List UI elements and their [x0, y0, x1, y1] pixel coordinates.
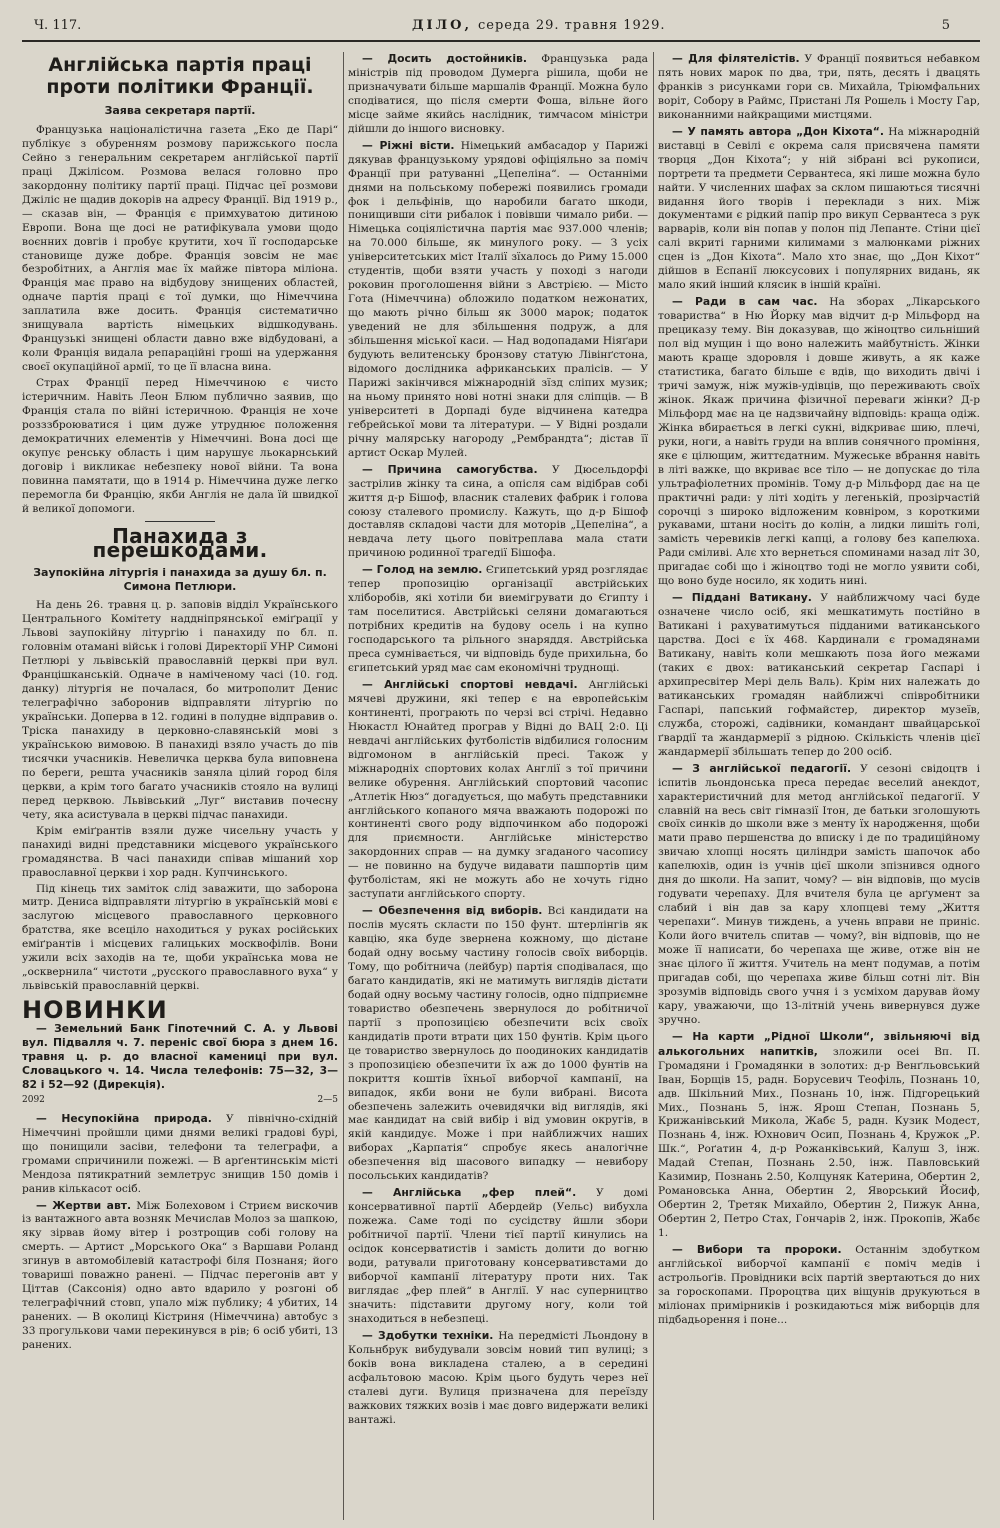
article-paragraph: Крім еміґрантів взяли дуже чисельну участь у панахиді видні представники місцевого українського громадянства. В часі панахиди співав мішаний хор православної церкви і хор радн. Купчинського.	[22, 824, 338, 879]
column-1	[22, 52, 338, 1520]
news-item-text: Єгипетський уряд розглядає тепер пропозицію організації австрійських хліборобів, які хотіли би виемігрувати до Єгипту і там поселитися. Австрійські селяни домагаються потрібних кредитів на будову осель і на купно господарського та рільного знаряддя. Австрійська преса сумнівається, чи відповідь буде прихильна, бо єгипетський уряд має сам економічні труднощі.	[348, 564, 648, 674]
news-item	[22, 1112, 338, 1197]
news-item-text: Останнім здобутком англійської виборчої кампанії є поміч медів і астрольоґів. Провідники всіх партій звертаються до них за гороскопами. Пророцтва цих віщунів друкуються в міліонах примірників і розкидаються між виборців для підбадьорення і поне...	[658, 1244, 980, 1326]
issue-date: середа 29. травня 1929.	[478, 18, 666, 33]
news-item-text: Французька рада міністрів під проводом Думерга рішила, щоби не призначувати більше маршалів Франції. Можна було сподіватися, що після смерти Фоша, вільне його місце займе якийсь наслідник, тимчасом міністри дійшли до іншого висновку.	[348, 53, 648, 135]
news-item-text: Між Болеховом і Стриєм вискочив із вантажного авта возняк Мечислав Молоз за шапкою, яку зірвав йому вітер і розтрощив собі голову на смерть. — Артист „Морського Ока“ з Варшави Роланд згинув в автомобілевій катастрофі біля Познаня; його товариші поважно ранені. — Підчас перегонів авт у Ціттав (Саксонія) одно авто вдарило у розгоні об телеграфічний стовп, упало між публику; 4 убитих, 14 ранених. — В околиці Кістриня (Німеччина) автобус з 33 прогулькови чами перекинувся в рів; 6 осіб убиті, 13 ранених.	[22, 1199, 338, 1352]
article-title: Панахида з перешкодами.	[92, 523, 268, 562]
news-item-heading: — Англійські спортові невдачі.	[362, 677, 578, 691]
news-item-heading: — Жертви авт.	[36, 1198, 132, 1212]
news-item	[348, 139, 648, 461]
column-2	[348, 52, 648, 1520]
article-paragraph: Під кінець тих заміток слід заважити, що заборона митр. Дениса відправляти літургію в українській мові є заслугою місцевого православного церковного братства, яке всеціло находиться у руках російських еміґрантів і місцевих галицьких москвофілів. Вони ужили всіх заходів на те, щоби українська мова не „осквернила“ чистоти „русского православного вуха“ у львівській православній церкві.	[22, 882, 338, 993]
news-item-text: У сезоні свідоцтв і іспитів льондонська преса передає веселий анекдот, характеристичний для метод англійської педагогії. У славній на весь світ гімназії Ітон, де батьки зголошують своїх синків до школи вже з менту їх народження, щоби мати право першенства до вписку і де по традиційному звичаю хлопці носять циліндри замість шапочок або капелюхів, один із учнів цієї школи зпізнився одного дня до школи. На запит, чому? — він відповів, що мусів годувати черепаху. Для вчителя була це арґумент за слабий і він дав за кару хлопцеві тему „Життя черепахи“. Минув тиждень, а учень вправи не приніс. Коли його вчитель спитав — чому?, він відповів, що не може її написати, бо черепаха ще живе, отже він не знає цілого її життя. Учитель на мент подумав, а потім пригадав собі, що черепаха живе більш сотні літ. Він зрозумів відповідь свого учня і з усміхом дарував йому кару, уважаючи, що 13-літній учень вивернувся дуже зручно.	[658, 762, 980, 1026]
news-item-heading: — Ради в сам час.	[672, 295, 818, 309]
news-item	[658, 762, 980, 1028]
news-item-text: У найближчому часі буде означене число осіб, які мешкатимуть постійно в Ватикані і рахуватимуться підданими ватиканського царства. Досі є їх 468. Кардинали є громадянами Ватикану, навіть коли мешкають поза його межами (таких є двох: ватиканський секретар Гаспарі і архипресвітер Мері дель Валь). Крім них належать до ватиканських громадян найближчі співробітники Гаспарі, папський гофмайстер, директор музеїв, служба, сторожі, садівники, командант швайцарської ґвардії та жандармерії з рідною. Скількість членів цієї жандармерії збільшать тепер до 200 осіб.	[658, 592, 980, 758]
news-item-text: У північно-східній Німеччині пройшли цими днями великі градові бурі, що понищили засіви, телефони та телеграфи, а громами спричинили пожежі. — В арґентинськім місті Мендоза пятикратний землетрус знищив 150 домів і ранив кількасот осіб.	[22, 1112, 338, 1195]
section-heading: НОВИНКИ	[22, 996, 168, 1025]
page-number: 5	[941, 18, 950, 33]
news-item-heading: — Досить достойників.	[362, 52, 527, 65]
news-item	[658, 591, 980, 759]
news-item	[348, 463, 648, 562]
news-item-heading: — Несупокійна природа.	[36, 1111, 212, 1125]
column-divider	[343, 52, 344, 1520]
news-item-text: На міжнародній виставці в Севілі є окрема саля присвячена памяти творця „Дон Кіхота“; у ній зібрані всі рукописи, портрети та предмети Сервантеса, які лише можна було найти. У численних шафах за склом пишаються тисячні видання його творів і переклади з них. Між документами є рідкий папір про викуп Сервантеса з рук варварів, коли він попав у полон під Лепанте. Стіни цієї салі вкриті гарними килимами з малюнками ріжних сцен із „Дон Кіхота“. Мало хто знає, що „Дон Кіхот“ дійшов в Еспанії люксусових і популярних видань, як мало який інший клясик в іншій країні.	[658, 125, 980, 292]
ad-codes	[22, 1094, 338, 1108]
page-header	[22, 14, 980, 42]
news-item-text: Англійські мячеві дружини, які тепер є на европейськім континенті, програють по черзі всі стрічі. Недавно Нюкастл Юнайтед програв у Відні до ВАЦ 2:0. Ці невдачі англійських футболістів відбилися голосним відгомоном в англійській пресі. Також у міжнародніх спортових колах Англії з тої причини велике обурення. Англійський спортовий часопис „Атлетік Нюз“ догадується, що мабуть представники англійського копаного мяча вважають подорожі по континенті свого роду відпочинком або подорожі для приємности. Англійське міністерство закордонних справ — на думку згаданого часопису — не повинно на будуче видавати пашпортів цим футболістам, які не можуть або не хочуть гідно заступати англійського спорту.	[348, 678, 648, 901]
news-item	[348, 1186, 648, 1327]
article-paragraph: Страх Франції перед Німеччиною є чисто істеричним. Навіть Леон Блюм публично заявив, що Франція стала по війні істеричною. Франція не хоче розззброюватися і цим дуже утруднює положення демократичних елементів у Німеччині. Вона досі ще окупує ренську область і цим нарушує льокарнський договір і викликає небезпеку нової війни. Та вона повинна памятати, що в 1914 р. Німеччина дуже легко перемогла би Францію, якби Англія не дала їй швидкої й великої допомоги.	[22, 377, 338, 515]
news-item-heading: — Англійська „фер плей“.	[362, 1186, 577, 1200]
column-3	[658, 52, 980, 1520]
issue-number: Ч. 117.	[34, 18, 82, 33]
news-item-heading: — Для філятелістів.	[672, 52, 800, 65]
news-item-text: На передмісті Льондону в Кольнбрук вибудували зовсім новий тип вулиці; з боків вона викладена сталею, а в середині асфальтовою масою. Крім цього будуть через неї сталеві дуги. Вулиця призначена для переїзду важкових тяжких возів і має довго видержати великі вантажі.	[348, 1329, 648, 1426]
news-item-heading: — З англійської педагогії.	[672, 761, 852, 775]
news-item-text: зложили осеі Вп. П. Громадяни і Громадянки в золотих: д-р Венґльовський Іван, Борщів 15, радн. Борусевич Теофіль, Познань 10, адв. Шкільний Мих., Познань 10, інж. Підгорецький Мих., Познань 5, інж. Ярош Степан, Познань 5, Крижанівський Микола, Жабє 5, радн. Кузик Модест, Познань 4, інж. Юхнович Осип, Познань 4, Кружок „Р. Шк.“, Роґатин 4, д-р Рожанківський, Калуш 3, інж. Мадай Степан, Познань 2.50, інж. Павловський Казимир, Познань 2.50, Колцуняк Катерина, Обертин 2, Романовська Анна, Обертин 2, Яворський Йосиф, Обертин 2, Третяк Михайло, Обертин 2, Пижук Анна, Обертин 2, Петро Стах, Гончарів 2, інж. Прокопів, Жабє 1.	[658, 1045, 980, 1240]
paper-name: ДІЛО,	[412, 18, 472, 33]
news-item	[348, 678, 648, 902]
news-item-text: Всі кандидати на послів мусять скласти по 150 фунт. штерлінгів як кавцію, яка буде звернена кожному, що дістане бодай одну восьму частину голосів своїх виборців. Тому, що робітнича (лейбур) партія сподівалася, що багато кандидатів, які не матимуть виглядів дістати бодай одну восьму частину голосів, одно підприємне товариство обезпечень звернулося до робітничої партії з пропозицією обезпечити всіх своїх кандидатів проти втрати цих 150 фунтів. Крім цього це товариство звернулось до поодиноких кандидатів з пропозицією обезпечити їх аж до 1000 фунтів на покриття коштів їхньої виборчої кампанії, на випадок, якби вони не були вибрані. Висота обезпечень залежить очевидячки від виглядів, які має кандидат на свій вибір і від умовин округів, в якій кандидує. Може і при найближчих наших виборах „Карпатія“ спробує якесь аналогічне обезпечення від шасового випадку — невибору посольських кандидатів?	[348, 905, 648, 1183]
news-item	[348, 1329, 648, 1428]
news-item-heading: — На карти „Рідної Школи“, звільняючі від алькогольних напитків,	[658, 1029, 980, 1058]
column-divider	[653, 52, 654, 1520]
news-item-text: На зборах „Лікарського товариства“ в Ню Йорку мав відчит д-р Мільфорд на прециказу тему. Він доказував, що жіноцтво сильніший пол від мущин і що воно належить майбутність. Жінки мають краще здоровля і довше живуть, а як каже статистика, багато більше є вдів, що виходить двічі і тричі замуж, ніж мужів-удівців, що переживають своїх жінок. Якаж причина фізичної переваги жінки? Д-р Мільфорд має на це надзвичайну відповідь: краща одіж. Жінка вбирається в легкі сукні, відкриває шию, плечі, руки, ноги, а навіть груди на вплив сонячного проміння, яке є цілющим, життєдатним. Мужеське вбрання навіть в літі важке, що вкриває все тіло — не допускає до тіла ультрафіолетних промінів. Тому д-р Мільфорд дає на це практичні ради: у літі ходіть у легенькій, прозірчастій сорочці з широко відложеним ковніром, з короткими рукавами, штани носіть до колін, а лидки лишіть голі, замість черевиків легкі капці, а голову без капелюха. Ради сміливі. Алє хто вернеться споминами назад літ 30, пригадає собі що і жіноцтво тоді не могло уявити собі, що воно буде носило, як ходить нині.	[658, 296, 980, 588]
columns	[22, 52, 982, 1520]
article-subtitle: Заупокійна літургія і панахида за душу бл. п. Симона Петлюри.	[33, 565, 327, 593]
news-item-heading: — Обезпечення від виборів.	[362, 904, 543, 918]
article-paragraph: Французька націоналістична газета „Еко де Парі“ публікує з обуренням розмову парижського посла Сейно з генеральним секретарем англійської партії праці Джілісом. Розмова велася головно про закордонну політику партії праці. Підчас цеї розмови Джіліс не щадив докорів на адресу Франції. Від 1919 р., — сказав він, — Франція є примхуватою дитиною Европи. Вона ще досі не ратифікувала умови щодо воєнних довгів і пробує крутити, хоч її господарське становище дуже добре. Франція зовсім не має безробітних, а Англія має їх майже півтора міліона. Франція має право на відбудову знищених областей, одначе партія праці є тої думки, що Німеччина заплатила вже досить. Франція систематично знищувала вартість німецьких відшкодувань. Французькі знищені области давно вже відбудовані, а коли Франція видала репараційні гроші на удержання своєї окупаційної армії, то це її власна вина.	[22, 123, 338, 374]
news-item	[658, 295, 980, 589]
news-item-text: У Дюсельдорфі застрілив жінку та сина, а опісля сам відібрав собі життя д-р Бішоф, власник сталевих фабрик і голова союзу сталевого промислу. Кажуть, що д-р Бішоф доставляв складові части для моторів „Цепеліна“, а невдача лету цього повітреплава мала стати причиною родинної трагедії Бішофа.	[348, 463, 648, 560]
news-item	[658, 52, 980, 123]
news-item-heading: — Піддані Ватикану.	[672, 591, 812, 605]
news-item-heading: — Причина самогубства.	[362, 462, 538, 476]
article-title: Англійська партія праці проти політики Франції.	[46, 54, 314, 98]
news-item-text: У домі консервативної партії Абердейр (Уельс) вибухла пожежа. Саме тоді по сусідству йшли збори робітничої партії. Члени тієї партії кинулись на осідок консерватистів і замість долити до вогню води, ратували приготовану консервативстами до виборчої кампанії літературу проти них. Так виглядає „фер плей“ в Англії. У нас суперництво значить: підставити другому ногу, коли той знаходиться в небезпеці.	[348, 1187, 648, 1325]
news-item	[22, 1199, 338, 1353]
news-item	[348, 52, 648, 137]
advertisement: — Земельний Банк Гіпотечний С. А. у Львові вул. Підвалля ч. 7. переніс свої бюра з днем 16. травня ц. р. до власної камениці при вул. Словацького ч. 14. Числа телефонів: 75—32, 3—82 і 52—92 (Дирекція).	[22, 1022, 338, 1091]
news-item-heading: — Здобутки техніки.	[362, 1328, 494, 1342]
news-item	[348, 904, 648, 1184]
news-item-heading: — У память автора „Дон Кіхота“.	[672, 124, 884, 138]
news-item-text: Німецький амбасадор у Парижі дякував французькому урядові офіціяльно за поміч Франції при ратуванні „Цепеліна“. — Останніми днями на польському побережі появились громади фок і дельфінів, що наробили багато шкоди, понищивши сіти рибалок і повівши чимало риби. — Німецька соціялістична партія має 937.000 членів; на 70.000 більше, як минулого року. — З усіх університетських міст Італії зїхалось до Риму 15.000 студентів, щоби взяти участь у поході з нагоди роковин проголошення війни з Австрією. — Місто Гота (Німеччина) обложило податком нежонатих, що мають річно більш як 3000 марок; податок уведений не для збільшення подруж, а для збільшення міської каси. — Над водопадами Ніяґари будують велитенську бронзову статую Лівінґстона, відомого дослідника африканських пралісів. — У Парижі закінчився міжнародній зїзд сліпих музик; на ньому принято нові нотні знаки для сліпців. — В університеті в Дорпаді буде відчинена катедра гебрейської мови та літератури. — У Відні роздали річну малярську нагороду „Рембрандта“; дістав її артист Оскар Мулей.	[348, 139, 648, 459]
news-item-text: У Франції появиться небавком пять нових марок по два, три, пять, десять і двацять франків з рисунками гори св. Михайла, Тріюмфальних воріт, Собору в Раймс, Пристані Ля Рошель і Мосту Гар, виконанними найкращими мистцями.	[658, 53, 980, 121]
news-item-heading: — Голод на землю.	[362, 563, 483, 577]
news-item-heading: — Ріжні вісти.	[362, 138, 455, 152]
masthead	[412, 18, 665, 33]
news-item	[658, 1243, 980, 1328]
news-item-heading: — Вибори та пророки.	[672, 1243, 842, 1257]
news-item	[658, 1030, 980, 1241]
news-item	[348, 563, 648, 676]
news-item	[658, 125, 980, 293]
article-subtitle: Заява секретаря партії.	[104, 104, 256, 117]
separator	[145, 521, 215, 522]
ad-code: 2092	[22, 1094, 45, 1105]
ad-code: 2—5	[317, 1094, 338, 1105]
article-paragraph: На день 26. травня ц. р. заповів відділ Українського Центрального Комітету наддніпрянської еміґрації у Львові заупокійну літургію і панахиду по бл. п. головнім отамані військ і голові Директорії УНР Симоні Петлюрі у львівській православній церкві при вул. Францішканській. Одначе в наміченому часі (10. год. данку) літургія не почалася, бо митрополит Денис телеграфічно заборонив відправляти літургію по українськи. Доперва в 12. годині в полудне відправив о. Тріска панахиду в церковно-славянській мові з українською вимовою. В панахиді взяло участь до пів тисячки учасників. Невеличка церква була виповнена по береги, решта учасників заняла цілий город біля церкви, а крім того багато учасників стояло на вулиці перед церквою. Львівський „Луг“ виставив почесну чету, яка асистувала в церкві підчас панахиди.	[22, 599, 338, 821]
